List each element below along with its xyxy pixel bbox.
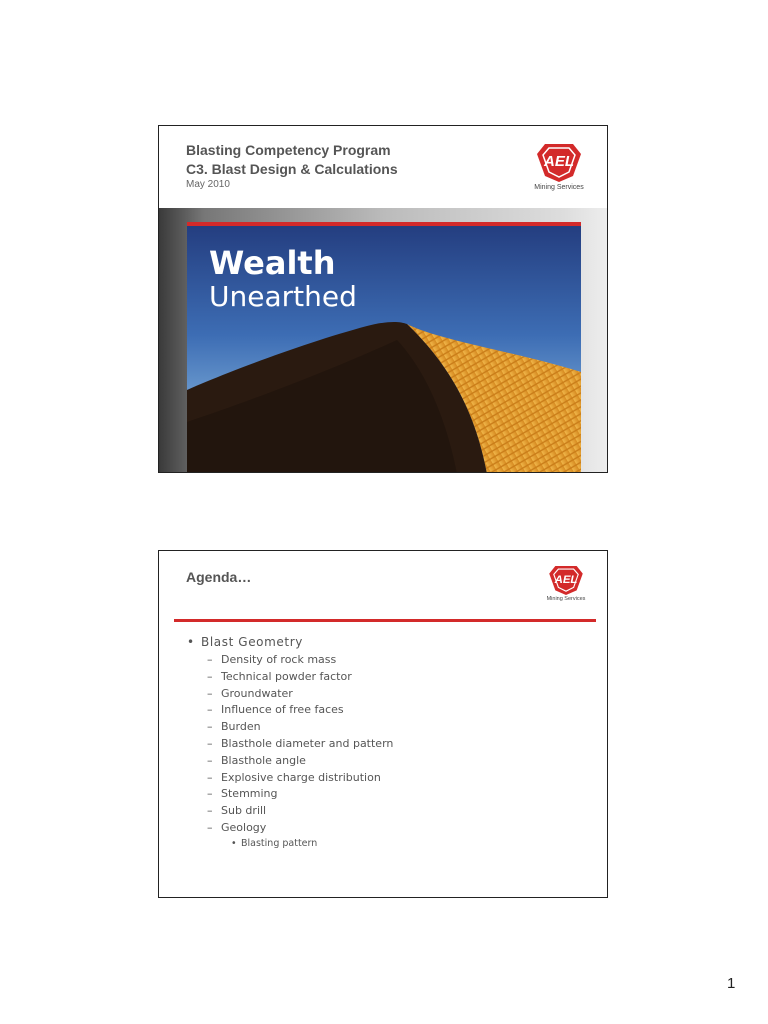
agenda-item: • Blast Geometry — [187, 635, 303, 649]
presentation-date: May 2010 — [186, 179, 230, 190]
program-title: Blasting Competency Program — [186, 142, 391, 158]
module-title: C3. Blast Design & Calculations — [186, 161, 398, 177]
hero-headline: Wealth — [209, 244, 336, 282]
agenda-subitem: – Influence of free faces — [207, 703, 344, 717]
dash-icon: – — [207, 787, 213, 801]
logo-subtitle: Mining Services — [546, 596, 586, 602]
agenda-subitem: – Burden — [207, 720, 261, 734]
logo-brand-text: AEL — [544, 153, 574, 170]
dash-icon: – — [207, 720, 213, 734]
logo-subtitle: Mining Services — [534, 184, 584, 191]
agenda-divider — [174, 619, 596, 622]
dash-icon: – — [207, 753, 213, 767]
agenda-subitem: – Sub drill — [207, 804, 267, 818]
dash-icon: – — [207, 736, 213, 750]
ael-logo — [529, 140, 589, 191]
page-number: 1 — [727, 975, 736, 992]
agenda-subitem: – Explosive charge distribution — [207, 770, 381, 784]
agenda-subitem: – Blasthole angle — [207, 753, 306, 767]
agenda-subitem: – Density of rock mass — [207, 653, 337, 666]
dash-icon: – — [207, 770, 213, 784]
agenda-title: Agenda… — [186, 569, 252, 585]
ael-shield-icon — [543, 563, 589, 595]
dash-icon: – — [207, 804, 213, 818]
hero-image — [187, 222, 581, 473]
dash-icon: – — [207, 669, 213, 683]
agenda-subitem: – Blasthole diameter and pattern — [207, 736, 394, 750]
agenda-subitem: – Groundwater — [207, 686, 293, 700]
dash-icon: – — [207, 686, 213, 700]
bullet-icon: • — [231, 837, 237, 849]
dash-icon: – — [207, 703, 213, 717]
ael-shield-icon — [529, 140, 589, 182]
agenda-list — [187, 635, 393, 854]
bullet-icon: • — [187, 635, 195, 649]
agenda-subitem: – Technical powder factor — [207, 669, 352, 683]
agenda-subitem: – Stemming — [207, 787, 278, 801]
title-slide — [158, 125, 608, 473]
ael-logo-small — [543, 563, 589, 602]
agenda-subitem: – Geology — [207, 820, 267, 834]
agenda-slide — [158, 550, 608, 898]
hero-subheadline: Unearthed — [209, 280, 357, 313]
hero-banner — [159, 208, 608, 473]
logo-brand-text: AEL — [554, 573, 578, 586]
dash-icon: – — [207, 653, 213, 666]
agenda-subsubitem: • Blasting pattern — [231, 837, 318, 849]
dash-icon: – — [207, 820, 213, 834]
hero-accent-rule — [187, 222, 581, 226]
